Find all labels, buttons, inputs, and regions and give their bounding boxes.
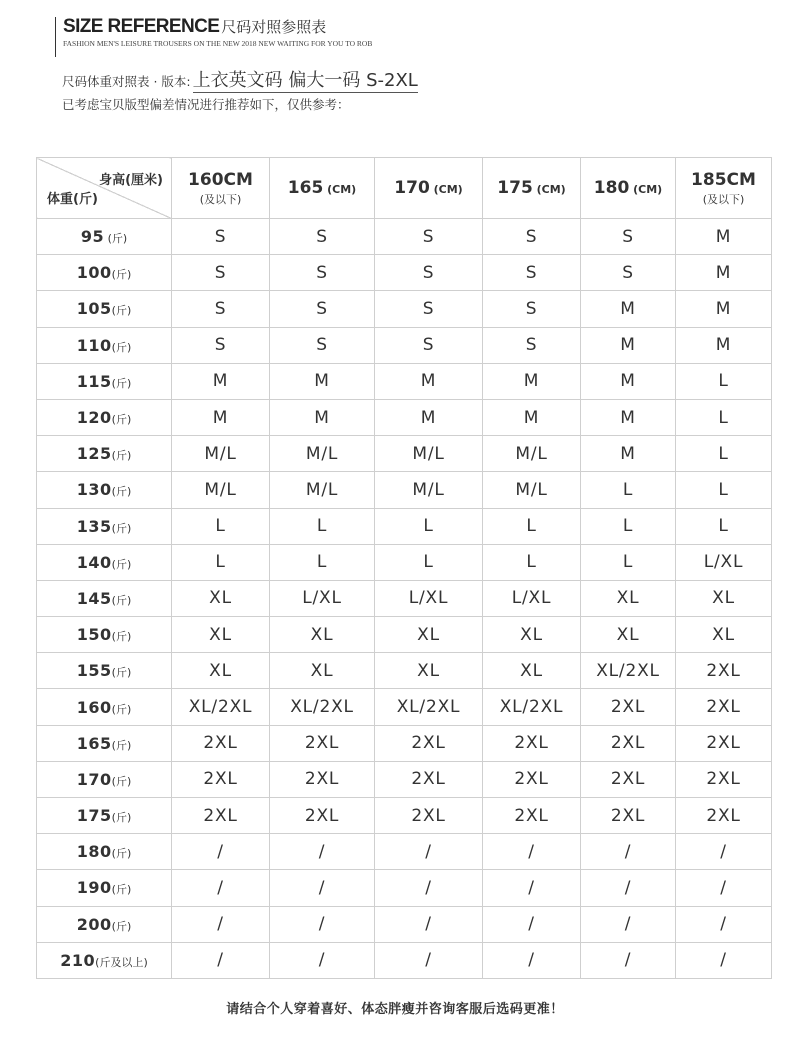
- size-cell: /: [375, 906, 483, 942]
- size-cell: XL: [581, 617, 676, 653]
- size-cell: /: [270, 942, 375, 978]
- size-cell: /: [270, 906, 375, 942]
- size-cell: /: [172, 870, 270, 906]
- table-row: [37, 617, 772, 653]
- size-cell: L: [676, 472, 772, 508]
- size-cell: /: [172, 942, 270, 978]
- size-cell: L: [483, 544, 581, 580]
- size-cell: XL: [375, 653, 483, 689]
- size-cell: S: [270, 291, 375, 327]
- height-column-header: 185CM (及以下): [676, 158, 772, 219]
- table-row: [37, 291, 772, 327]
- size-cell: S: [483, 291, 581, 327]
- size-cell: M: [172, 363, 270, 399]
- weight-cell: 175(斤): [37, 798, 172, 834]
- size-cell: XL: [375, 617, 483, 653]
- size-cell: 2XL: [375, 798, 483, 834]
- size-cell: 2XL: [676, 761, 772, 797]
- size-cell: /: [375, 942, 483, 978]
- weight-cell: 140(斤): [37, 544, 172, 580]
- size-cell: 2XL: [676, 653, 772, 689]
- weight-cell: 100(斤): [37, 255, 172, 291]
- size-cell: XL/2XL: [270, 689, 375, 725]
- corner-cell: [37, 158, 172, 219]
- size-cell: 2XL: [581, 689, 676, 725]
- size-cell: S: [483, 255, 581, 291]
- header-row: [37, 158, 772, 219]
- size-cell: M: [581, 291, 676, 327]
- size-cell: M: [676, 255, 772, 291]
- weight-cell: 135(斤): [37, 508, 172, 544]
- size-cell: XL/2XL: [581, 653, 676, 689]
- weight-cell: 130(斤): [37, 472, 172, 508]
- size-cell: L: [676, 436, 772, 472]
- size-cell: /: [581, 942, 676, 978]
- table-row: [37, 725, 772, 761]
- size-cell: 2XL: [375, 725, 483, 761]
- weight-cell: 155(斤): [37, 653, 172, 689]
- table-row: [37, 798, 772, 834]
- version-value: 上衣英文码 偏大一码 S-2XL: [192, 70, 418, 91]
- weight-cell: 150(斤): [37, 617, 172, 653]
- size-cell: 2XL: [483, 761, 581, 797]
- weight-cell: 210(斤及以上): [37, 942, 172, 978]
- size-cell: XL: [270, 617, 375, 653]
- weight-axis-label: 体重(斤): [47, 192, 98, 207]
- size-cell: /: [375, 870, 483, 906]
- size-cell: /: [172, 906, 270, 942]
- size-cell: 2XL: [172, 761, 270, 797]
- size-cell: L: [581, 508, 676, 544]
- size-cell: XL: [581, 580, 676, 616]
- table-row: [37, 580, 772, 616]
- weight-cell: 145(斤): [37, 580, 172, 616]
- weight-cell: 200(斤): [37, 906, 172, 942]
- table-row: [37, 436, 772, 472]
- size-cell: S: [172, 219, 270, 255]
- table-row: [37, 508, 772, 544]
- size-cell: S: [581, 219, 676, 255]
- size-cell: M: [581, 363, 676, 399]
- size-cell: M/L: [375, 472, 483, 508]
- height-column-header: 160CM (及以下): [172, 158, 270, 219]
- table-row: [37, 653, 772, 689]
- size-table-body: [37, 219, 772, 979]
- size-cell: L: [676, 508, 772, 544]
- size-cell: /: [483, 942, 581, 978]
- size-cell: XL/2XL: [483, 689, 581, 725]
- weight-cell: 125(斤): [37, 436, 172, 472]
- table-row: [37, 870, 772, 906]
- size-cell: L/XL: [375, 580, 483, 616]
- size-cell: /: [581, 870, 676, 906]
- version-label: 尺码体重对照表 · 版本:: [62, 74, 191, 89]
- size-cell: M/L: [375, 436, 483, 472]
- size-cell: 2XL: [581, 798, 676, 834]
- size-cell: /: [172, 834, 270, 870]
- recommendation-note: 已考虑宝贝版型偏差情况进行推荐如下，仅供参考：: [62, 97, 350, 112]
- size-cell: S: [270, 327, 375, 363]
- size-cell: 2XL: [270, 761, 375, 797]
- size-cell: /: [581, 906, 676, 942]
- weight-cell: 95 (斤): [37, 219, 172, 255]
- title-chinese: 尺码对照参照表: [221, 18, 327, 36]
- size-cell: L: [676, 363, 772, 399]
- size-cell: XL: [270, 653, 375, 689]
- weight-cell: 105(斤): [37, 291, 172, 327]
- height-column-header: 170 (CM): [375, 158, 483, 219]
- size-cell: 2XL: [375, 761, 483, 797]
- size-cell: XL: [172, 617, 270, 653]
- size-cell: S: [483, 327, 581, 363]
- size-cell: S: [270, 255, 375, 291]
- size-cell: M/L: [270, 436, 375, 472]
- height-column-header: 180 (CM): [581, 158, 676, 219]
- size-cell: M: [676, 327, 772, 363]
- size-cell: L: [375, 544, 483, 580]
- size-cell: XL: [676, 580, 772, 616]
- size-cell: L: [270, 544, 375, 580]
- size-cell: XL/2XL: [375, 689, 483, 725]
- size-cell: XL: [483, 617, 581, 653]
- size-cell: M: [375, 399, 483, 435]
- size-cell: M: [172, 399, 270, 435]
- size-cell: M: [375, 363, 483, 399]
- size-cell: 2XL: [676, 725, 772, 761]
- weight-cell: 115(斤): [37, 363, 172, 399]
- table-row: [37, 544, 772, 580]
- size-cell: 2XL: [581, 761, 676, 797]
- size-cell: /: [676, 906, 772, 942]
- size-cell: /: [375, 834, 483, 870]
- size-cell: L: [483, 508, 581, 544]
- size-cell: M/L: [172, 436, 270, 472]
- size-cell: M: [581, 399, 676, 435]
- size-cell: S: [375, 291, 483, 327]
- size-cell: XL: [172, 653, 270, 689]
- size-cell: L: [172, 544, 270, 580]
- table-row: [37, 363, 772, 399]
- version-line: [62, 66, 418, 92]
- size-table: [36, 157, 772, 979]
- size-cell: L/XL: [676, 544, 772, 580]
- size-cell: M: [270, 399, 375, 435]
- size-cell: /: [676, 834, 772, 870]
- size-cell: M/L: [172, 472, 270, 508]
- size-cell: S: [270, 219, 375, 255]
- size-cell: /: [270, 870, 375, 906]
- size-cell: L: [581, 544, 676, 580]
- weight-cell: 110(斤): [37, 327, 172, 363]
- size-cell: M: [676, 291, 772, 327]
- size-cell: M/L: [483, 472, 581, 508]
- size-cell: M: [270, 363, 375, 399]
- size-cell: L: [172, 508, 270, 544]
- weight-cell: 160(斤): [37, 689, 172, 725]
- height-column-header: 165 (CM): [270, 158, 375, 219]
- size-cell: 2XL: [172, 725, 270, 761]
- size-cell: L: [676, 399, 772, 435]
- table-row: [37, 219, 772, 255]
- size-cell: 2XL: [676, 798, 772, 834]
- weight-cell: 120(斤): [37, 399, 172, 435]
- table-row: [37, 906, 772, 942]
- title-english: SIZE REFERENCE: [63, 16, 220, 37]
- size-cell: /: [483, 870, 581, 906]
- table-row: [37, 399, 772, 435]
- size-cell: 2XL: [270, 725, 375, 761]
- weight-cell: 165(斤): [37, 725, 172, 761]
- table-row: [37, 255, 772, 291]
- size-cell: S: [172, 291, 270, 327]
- size-cell: L/XL: [483, 580, 581, 616]
- weight-cell: 190(斤): [37, 870, 172, 906]
- size-cell: S: [581, 255, 676, 291]
- height-axis-label: 身高(厘米): [99, 173, 163, 188]
- size-cell: S: [483, 219, 581, 255]
- height-column-header: 175 (CM): [483, 158, 581, 219]
- size-cell: 2XL: [270, 798, 375, 834]
- size-cell: 2XL: [483, 725, 581, 761]
- footer-note: 请结合个人穿着喜好、体态胖瘦并咨询客服后选码更准！: [226, 1002, 564, 1017]
- size-cell: /: [270, 834, 375, 870]
- size-cell: S: [375, 327, 483, 363]
- page-title: [63, 16, 326, 38]
- size-cell: S: [375, 255, 483, 291]
- title-divider: [55, 17, 56, 57]
- table-row: [37, 834, 772, 870]
- size-cell: /: [581, 834, 676, 870]
- size-cell: L: [375, 508, 483, 544]
- size-cell: 2XL: [581, 725, 676, 761]
- size-cell: M: [581, 436, 676, 472]
- size-cell: M: [483, 399, 581, 435]
- weight-cell: 170(斤): [37, 761, 172, 797]
- size-cell: M: [676, 219, 772, 255]
- page-subtitle: FASHION MEN'S LEISURE TROUSERS ON THE NEW 2018 NEW WAITING FOR YOU TO ROB: [63, 39, 373, 48]
- table-row: [37, 689, 772, 725]
- size-cell: /: [676, 870, 772, 906]
- size-cell: M: [581, 327, 676, 363]
- size-cell: 2XL: [676, 689, 772, 725]
- size-cell: S: [172, 327, 270, 363]
- size-cell: XL: [676, 617, 772, 653]
- size-cell: /: [676, 942, 772, 978]
- size-cell: S: [375, 219, 483, 255]
- table-row: [37, 761, 772, 797]
- size-cell: S: [172, 255, 270, 291]
- size-cell: /: [483, 834, 581, 870]
- size-cell: 2XL: [172, 798, 270, 834]
- size-cell: M/L: [483, 436, 581, 472]
- size-cell: XL/2XL: [172, 689, 270, 725]
- size-cell: M/L: [270, 472, 375, 508]
- size-cell: XL: [172, 580, 270, 616]
- size-cell: L/XL: [270, 580, 375, 616]
- size-cell: L: [270, 508, 375, 544]
- size-cell: 2XL: [483, 798, 581, 834]
- table-row: [37, 942, 772, 978]
- table-row: [37, 327, 772, 363]
- table-row: [37, 472, 772, 508]
- size-cell: L: [581, 472, 676, 508]
- size-cell: XL: [483, 653, 581, 689]
- size-cell: /: [483, 906, 581, 942]
- weight-cell: 180(斤): [37, 834, 172, 870]
- size-cell: M: [483, 363, 581, 399]
